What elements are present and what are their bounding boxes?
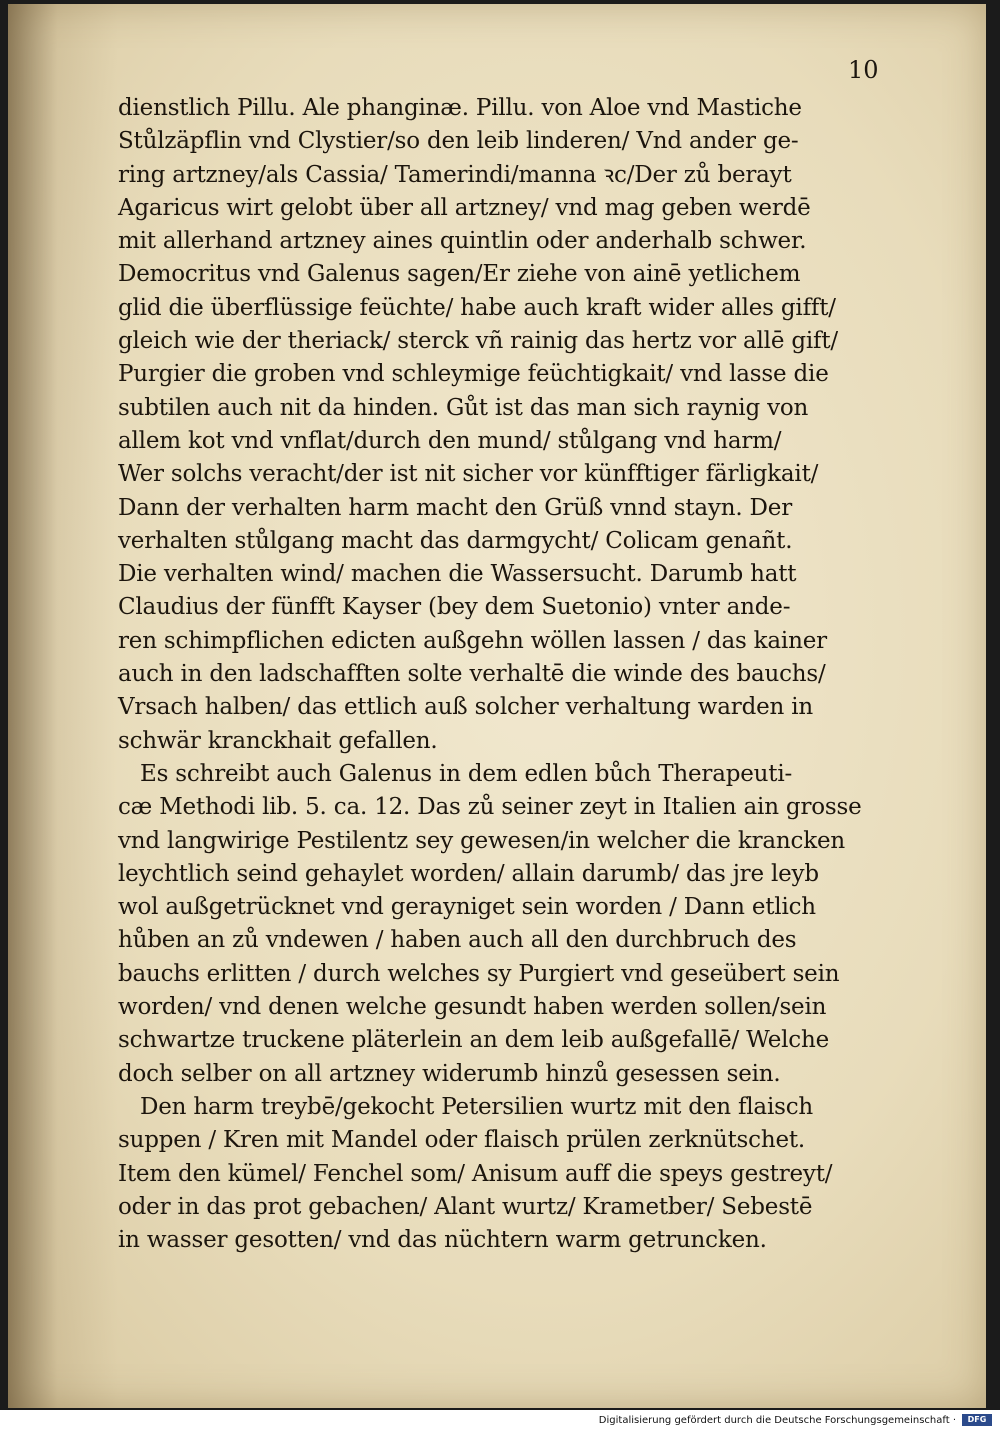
text-line: glid die überflüssige feüchte/ habe auch kraft wider alles gifft/ (118, 294, 836, 321)
text-line: Stůlzäpflin vnd Clystier/so den leib linderen/ Vnd ander ge- (118, 128, 799, 155)
text-line: schwär kranckhait gefallen. (118, 727, 438, 754)
text-line: wol außgetrücknet vnd gerayniget sein worden / Dann etlich (118, 894, 816, 921)
text-line: Purgier die groben vnd schleymige feüchtigkait/ vnd lasse die (118, 361, 829, 388)
text-line: cæ Methodi lib. 5. ca. 12. Das zů seiner zeyt in Italien ain grosse (118, 794, 862, 821)
text-line: verhalten stůlgang macht das darmgycht/ Colicam genañt. (118, 527, 793, 554)
funding-credit: Digitalisierung gefördert durch die Deutsche Forschungsgemeinschaft · (598, 1415, 956, 1426)
text-line: dienstlich Pillu. Ale phanginæ. Pillu. von Aloe vnd Mastiche (118, 95, 802, 121)
text-line: mit allerhand artzney aines quintlin oder anderhalb schwer. (118, 228, 807, 255)
text-line: auch in den ladschafften solte verhaltē die winde des bauchs/ (118, 661, 826, 688)
text-line: gleich wie der theriack/ sterck vñ rainig das hertz vor allē gift/ (118, 328, 838, 355)
text-line: Es schreibt auch Galenus in dem edlen bůch Therapeuti- (140, 760, 793, 787)
dfg-logo: DFG (962, 1414, 992, 1426)
text-line: in wasser gesotten/ vnd das nüchtern warm getruncken. (118, 1227, 767, 1254)
text-line: leychtlich seind gehaylet worden/ allain darumb/ das jre leyb (118, 860, 819, 887)
text-line: Den harm treybē/gekocht Petersilien wurtz mit den flaisch (140, 1093, 813, 1120)
folio-number: 10 (848, 56, 879, 84)
text-line: Item den kümel/ Fenchel som/ Anisum auff die speys gestreyt/ (118, 1160, 833, 1187)
text-line: subtilen auch nit da hinden. Gůt ist das man sich raynig von (118, 394, 809, 421)
text-line: Agaricus wirt gelobt über all artzney/ vnd mag geben werdē (118, 194, 811, 221)
text-line: schwartze truckene pläterlein an dem leib außgefallē/ Welche (118, 1027, 829, 1054)
footer-bar (0, 1410, 1000, 1431)
text-line: suppen / Kren mit Mandel oder flaisch prülen zerknütschet. (118, 1127, 806, 1154)
text-line: vnd langwirige Pestilentz sey gewesen/in welcher die krancken (118, 827, 845, 854)
text-line: hůben an zů vndewen / haben auch all den durchbruch des (118, 927, 797, 954)
text-line: Vrsach halben/ das ettlich auß solcher verhaltung warden in (118, 694, 814, 721)
gutter-shadow (8, 4, 118, 1408)
text-line: doch selber on all artzney widerumb hinzů gesessen sein. (118, 1060, 781, 1087)
text-line: Dann der verhalten harm macht den Grüß vnnd stayn. Der (118, 494, 793, 521)
text-line: Wer solchs veracht/der ist nit sicher vor künfftiger färligkait/ (118, 461, 819, 488)
text-line: ring artzney/als Cassia/ Tamerindi/manna ꝛc/Der zů berayt (118, 161, 792, 188)
text-line: allem kot vnd vnflat/durch den mund/ stůlgang vnd harm/ (118, 427, 782, 454)
book-page (8, 4, 986, 1408)
text-line: Democritus vnd Galenus sagen/Er ziehe von ainē yetlichem (118, 261, 801, 288)
text-line: Claudius der fünfft Kayser (bey dem Suetonio) vnter ande- (118, 594, 791, 621)
text-line: ren schimpflichen edicten außgehn wöllen lassen / das kainer (118, 627, 827, 654)
text-line: oder in das prot gebachen/ Alant wurtz/ Krametber/ Sebestē (118, 1193, 813, 1220)
text-block (118, 92, 918, 1257)
text-line: Die verhalten wind/ machen die Wassersucht. Darumb hatt (118, 561, 797, 588)
text-line: worden/ vnd denen welche gesundt haben werden sollen/sein (118, 994, 827, 1021)
text-line: bauchs erlitten / durch welches sy Purgiert vnd geseübert sein (118, 960, 840, 987)
